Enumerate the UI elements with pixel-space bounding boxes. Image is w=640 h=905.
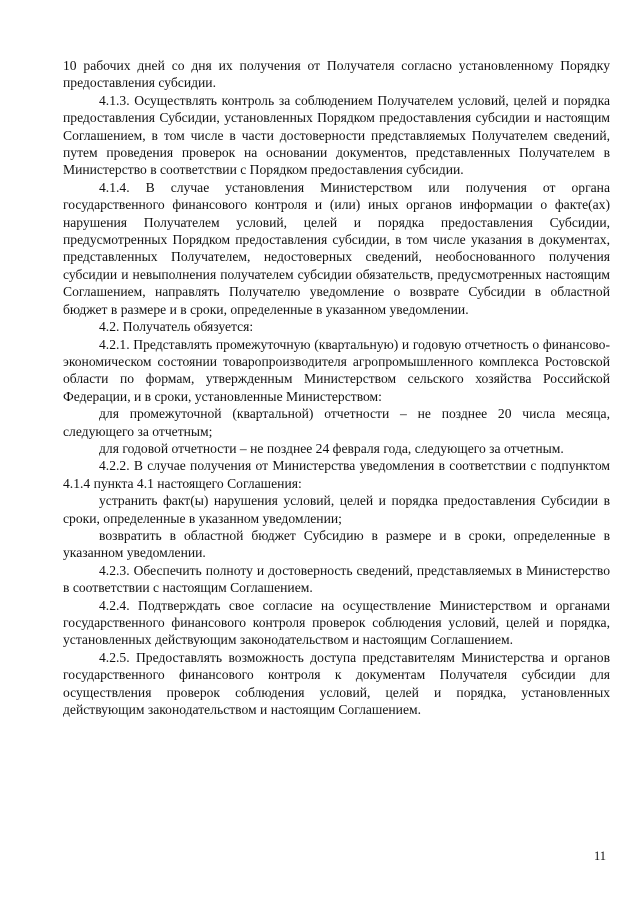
paragraph-continuation: 10 рабочих дней со дня их получения от Получателя согласно установленному Порядку предоставления субсидии. [63, 58, 610, 91]
paragraph-4-2-3: 4.2.3. Обеспечить полноту и достоверность сведений, представляемых в Министерство в соответствии с настоящим Соглашением. [63, 562, 610, 596]
paragraph-annual-reporting: для годовой отчетности – не позднее 24 февраля года, следующего за отчетным. [99, 440, 564, 456]
paragraph-interim-reporting: для промежуточной (квартальной) отчетности – не позднее 20 числа месяца, следующего за отчетным; [63, 406, 610, 439]
paragraph-4-1-3: 4.1.3. Осуществлять контроль за соблюдением Получателем условий, целей и порядка предоставления Субсидии, установленных Порядком предоставления субсидии и настоящим Соглашением, в том числе в части достоверности представляемых Получателем сведений, путем проведения проверок на основании документов, представленных Получателем в Министерство в соответствии с Порядком предоставления субсидии. [63, 92, 610, 178]
paragraph-4-2-4: 4.2.4. Подтверждать свое согласие на осуществление Министерством и органами государственного финансового контроля проверок соблюдения условий, целей и порядка, установленных действующим законодательством и настоящим Соглашением. [63, 597, 610, 648]
paragraph-eliminate-violations: устранить факт(ы) нарушения условий, целей и порядка предоставления Субсидии в сроки, определенные в указанном уведомлении; [63, 493, 610, 526]
page-number: 11 [593, 849, 606, 863]
paragraph-4-2: 4.2. Получатель обязуется: [99, 319, 254, 335]
paragraph-4-2-1: 4.2.1. Представлять промежуточную (квартальную) и годовую отчетность о финансово-экономическом состоянии товаропроизводителя агропромышленного комплекса Ростовской области по формам, утвержденным Министерством сельского хозяйства Российской Федерации, и в сроки, установленные Министерством: [63, 336, 610, 404]
paragraph-4-2-2: 4.2.2. В случае получения от Министерства уведомления в соответствии с подпунктом 4.1.4 пункта 4.1 настоящего Соглашения: [63, 458, 610, 491]
document-page-body [63, 57, 610, 718]
paragraph-4-2-5: 4.2.5. Предоставлять возможность доступа представителям Министерства и органов государственного финансового контроля к документам Получателя субсидии для осуществления проверок соблюдения условий, целей и порядка, установленных действующим законодательством и настоящим Соглашением. [63, 649, 610, 718]
paragraph-return-subsidy: возвратить в областной бюджет Субсидию в размере и в сроки, определенные в указанном уведомлении. [63, 527, 610, 561]
paragraph-4-1-4: 4.1.4. В случае установления Министерством или получения от органа государственного финансового контроля и (или) иных органов информации о факте(ах) нарушения Получателем условий, целей и порядка предоставления Субсидии, предусмотренных Порядком предоставления субсидии, в том числе указания в документах, представленных Получателем, недостоверных сведений, необоснованного получения субсидии и невыполнения получателем субсидии обязательств, предусмотренных настоящим Соглашением, направлять Получателю уведомление о возврате Субсидии в областной бюджет в размере и в сроки, определенные в указанном уведомлении. [63, 179, 610, 317]
